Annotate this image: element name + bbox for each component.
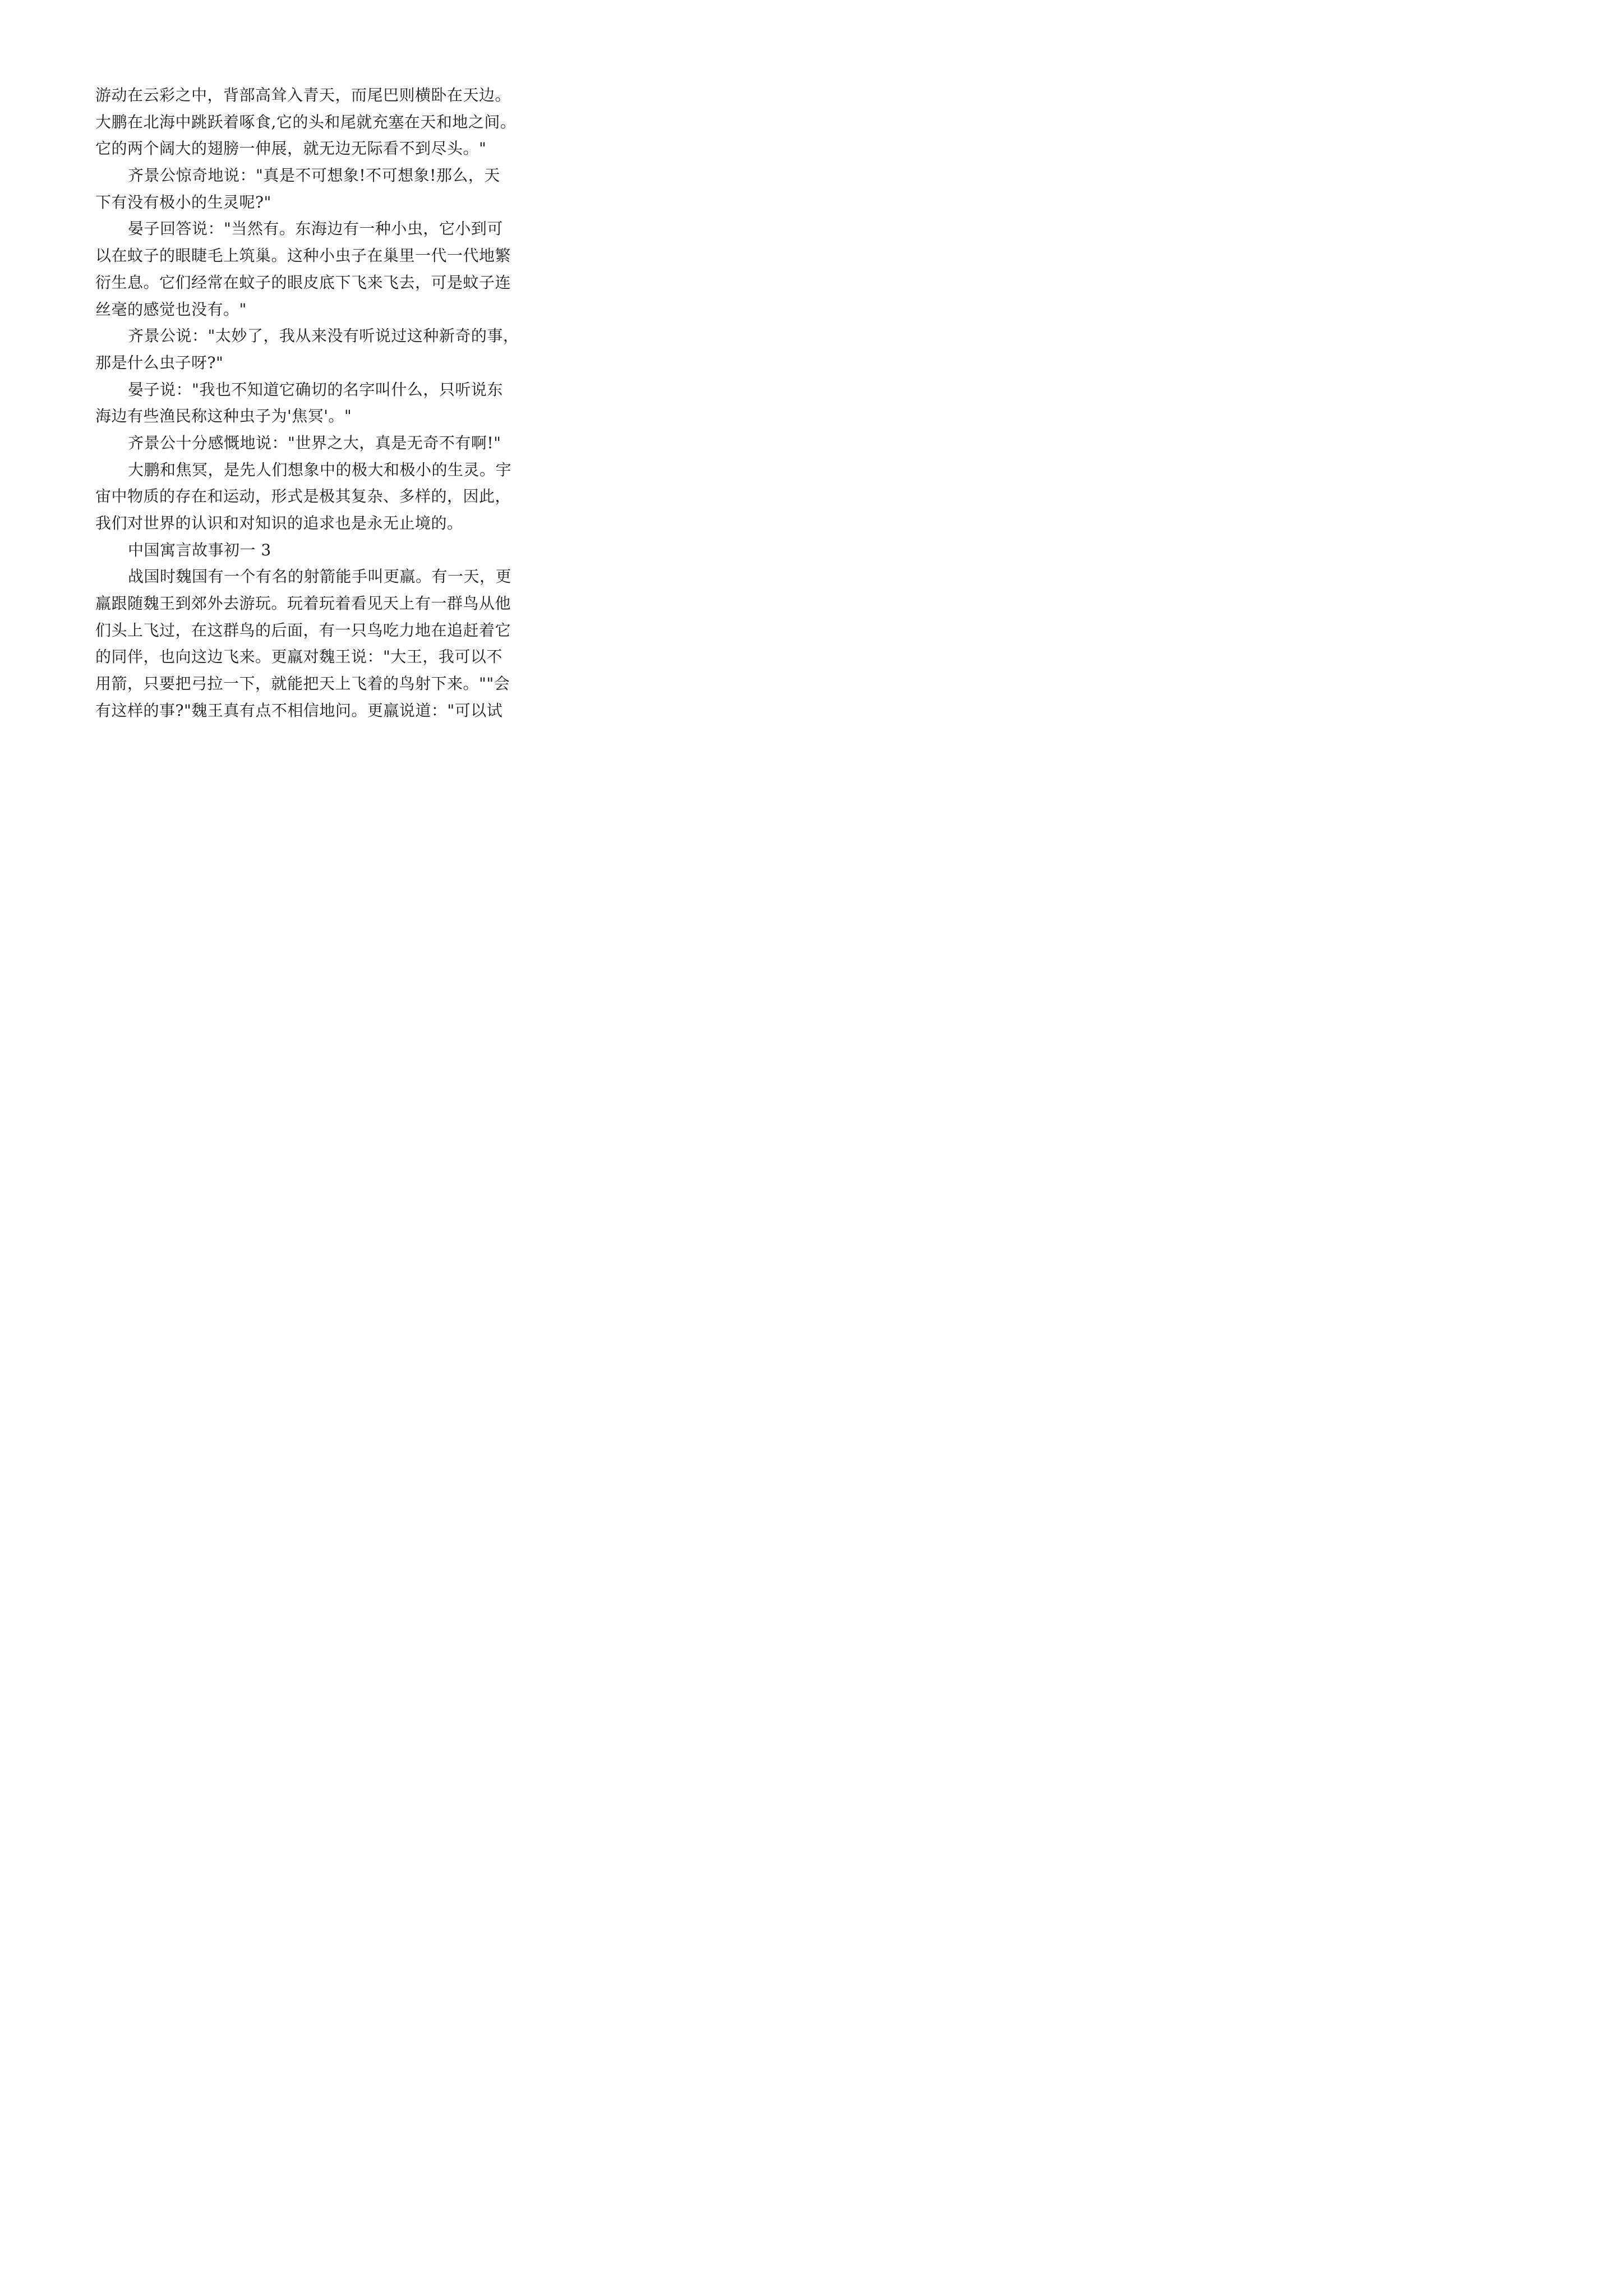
text-line: 大鹏在北海中跳跃着啄食,它的头和尾就充塞在天和地之间。	[95, 112, 517, 131]
paragraph-start-line: 战国时魏国有一个有名的射箭能手叫更羸。有一天，更	[128, 567, 512, 586]
text-line: 我们对世界的认识和对知识的追求也是永无止境的。	[95, 514, 463, 532]
text-line: 以在蚊子的眼睫毛上筑巢。这种小虫子在巢里一代一代地繁	[95, 246, 511, 265]
text-line: 那是什么虫子呀?"	[95, 353, 224, 372]
text-line: 衍生息。它们经常在蚊子的眼皮底下飞来飞去，可是蚊子连	[95, 273, 511, 292]
text-line: 宙中物质的存在和运动，形式是极其复杂、多样的，因此，	[95, 487, 511, 506]
document-page	[0, 0, 623, 880]
text-line: 它的两个阔大的翅膀一伸展，就无边无际看不到尽头。"	[95, 139, 487, 158]
text-line: 丝毫的感觉也没有。"	[95, 300, 247, 319]
text-line: 下有没有极小的生灵呢?"	[95, 192, 271, 211]
section-heading: 中国寓言故事初一 3	[128, 540, 271, 559]
paragraph-start-line: 晏子回答说："当然有。东海边有一种小虫，它小到可	[128, 219, 503, 238]
paragraph-start-line: 齐景公惊奇地说："真是不可想象!不可想象!那么，天	[128, 166, 500, 185]
text-line: 的同伴，也向这边飞来。更羸对魏王说："大王，我可以不	[95, 647, 502, 666]
text-line: 们头上飞过，在这群鸟的后面，有一只鸟吃力地在追赶着它	[95, 620, 511, 639]
text-line: 有这样的事?"魏王真有点不相信地问。更羸说道："可以试	[95, 701, 503, 720]
text-line: 羸跟随魏王到郊外去游玩。玩着玩着看见天上有一群鸟从他	[95, 594, 511, 613]
text-body	[95, 82, 544, 724]
paragraph-start-line: 齐景公说："太妙了，我从来没有听说过这种新奇的事，	[128, 326, 519, 346]
paragraph-start-line: 晏子说："我也不知道它确切的名字叫什么，只听说东	[128, 380, 503, 399]
text-line: 游动在云彩之中，背部高耸入青天，而尾巴则横卧在天边。	[95, 86, 511, 104]
text-line: 用箭，只要把弓拉一下，就能把天上飞着的鸟射下来。""会	[95, 674, 510, 693]
paragraph-start-line: 大鹏和焦冥，是先人们想象中的极大和极小的生灵。宇	[128, 460, 512, 479]
paragraph-start-line: 齐景公十分感慨地说："世界之大，真是无奇不有啊!"	[128, 433, 501, 452]
text-line: 海边有些渔民称这种虫子为'焦冥'。"	[95, 407, 352, 426]
